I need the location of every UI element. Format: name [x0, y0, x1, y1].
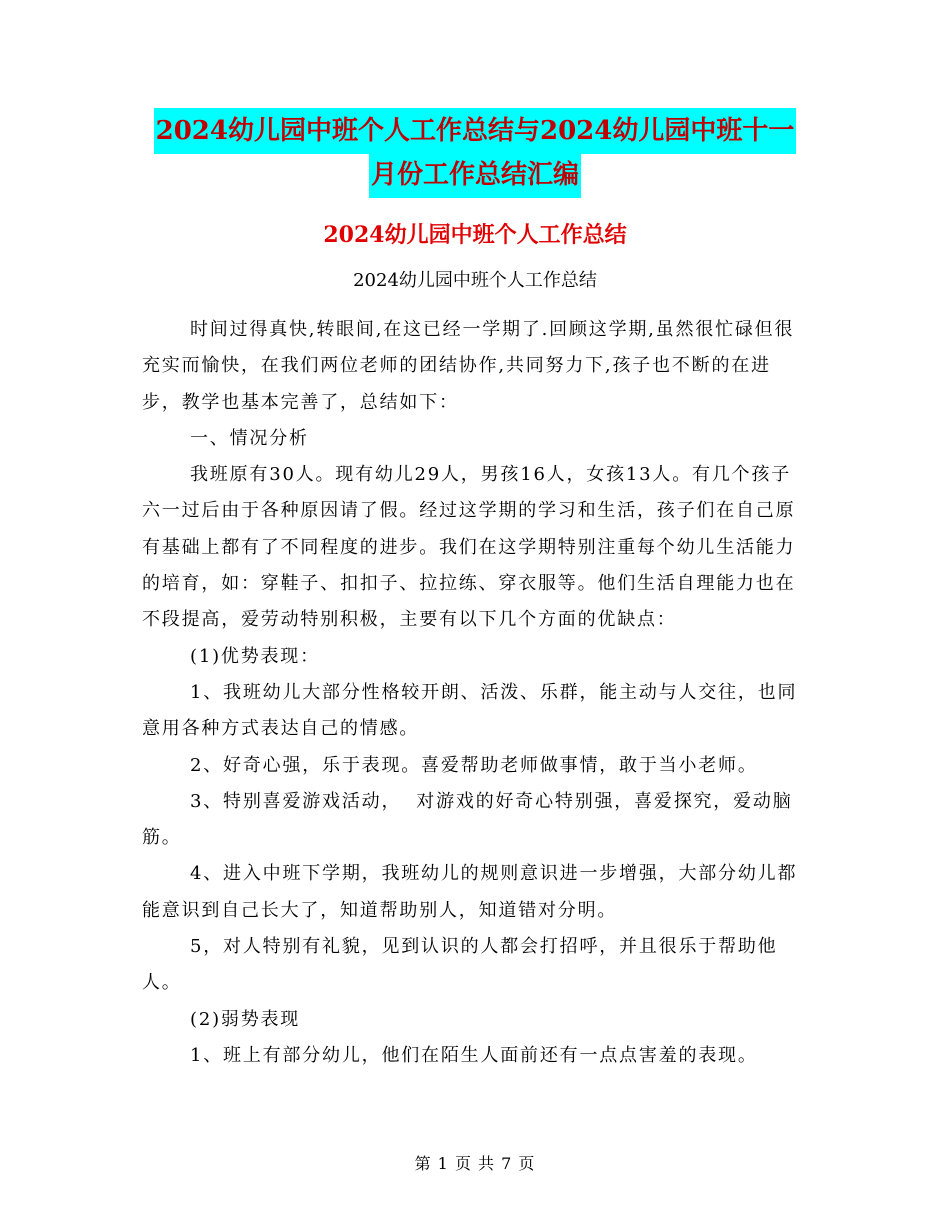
list-item-strength-5: 5，对人特别有礼貌，见到认识的人都会打招呼，并且很乐于帮助他人。	[142, 936, 778, 994]
list-item-strength-4: 4、进入中班下学期，我班幼儿的规则意识进一步增强，大部分幼儿都能意识到自己长大了，知道帮助别人，知道错对分明。	[142, 863, 798, 921]
paragraph-class-overview: 我班原有30人。现有幼儿29人，男孩16人，女孩13人。有几个孩子六一过后由于各种原因请了假。经过这学期的学习和生活，孩子们在自己原有基础上都有了不同程度的进步。我们在这学期特别注重每个幼儿生活能力的培育，如：穿鞋子、扣扣子、拉拉练、穿衣服等。他们生活自理能力也在不段提高，爱劳动特别积极，主要有以下几个方面的优缺点：	[142, 464, 796, 631]
title-highlight-2: 月份工作总结汇编	[369, 152, 581, 198]
document-title-line-1	[0, 108, 950, 154]
list-item-strength-3: 3、特别喜爱游戏活动， 对游戏的好奇心特别强，喜爱探究，爱动脑筋。	[142, 790, 793, 849]
page-footer: 第 1 页 共 7 页	[414, 1154, 536, 1173]
heading-situation-analysis: 一、情况分析	[190, 427, 309, 449]
paragraph-intro: 时间过得真快,转眼间,在这已经一学期了.回顾这学期,虽然很忙碌但很充实而愉快，在我们两位老师的团结协作,共同努力下,孩子也不断的在进步，教学也基本完善了，总结如下：	[142, 319, 795, 413]
heading-strengths: (1)优势表现：	[190, 645, 320, 667]
body-text	[142, 312, 810, 1074]
list-item-strength-2: 2、好奇心强，乐于表现。喜爱帮助老师做事情，敢于当小老师。	[190, 754, 758, 776]
document-title-line-2	[0, 152, 950, 198]
list-item-strength-1: 1、我班幼儿大部分性格较开朗、活泼、乐群，能主动与人交往，也同意用各种方式表达自己的情感。	[142, 681, 798, 740]
title-highlight-1: 2024幼儿园中班个人工作总结与2024幼儿园中班十一	[154, 108, 797, 154]
heading-weaknesses: (2)弱势表现	[190, 1008, 301, 1030]
list-item-weakness-1: 1、班上有部分幼儿，他们在陌生人面前还有一点点害羞的表现。	[190, 1044, 758, 1066]
section-subtitle: 2024幼儿园中班个人工作总结	[353, 270, 597, 291]
section-title: 2024幼儿园中班个人工作总结	[323, 222, 627, 248]
